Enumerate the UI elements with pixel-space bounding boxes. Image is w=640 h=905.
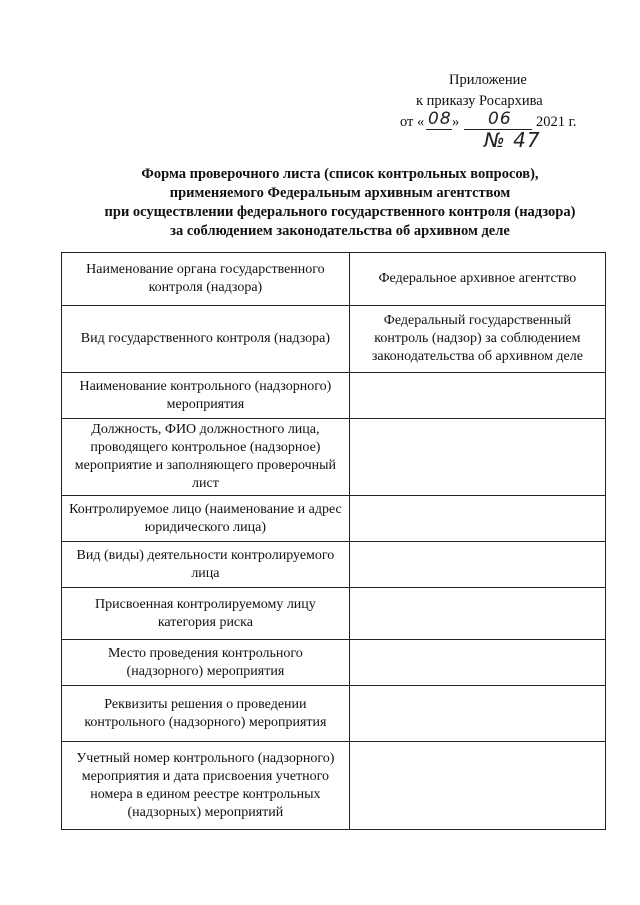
appendix-title: Приложение	[449, 72, 527, 88]
table-row	[62, 419, 606, 496]
title-line-4: за соблюдением законодательства об архивном деле	[170, 223, 510, 239]
row-label: Контролируемое лицо (наименование и адрес юридического лица)	[62, 496, 350, 542]
date-day: 08	[428, 109, 452, 129]
table-row	[62, 253, 606, 306]
table-row	[62, 742, 606, 830]
row-label: Учетный номер контрольного (надзорного) мероприятия и дата присвоения учетного номера в едином реестре контрольных (надзорных) мероприятий	[62, 742, 350, 830]
table-row	[62, 306, 606, 373]
row-label: Должность, ФИО должностного лица, проводящего контрольное (надзорное) мероприятие и заполняющего проверочный лист	[62, 419, 350, 496]
appendix-order-ref: к приказу Росархива	[416, 93, 543, 109]
date-prefix: от «	[400, 114, 425, 130]
table-row	[62, 542, 606, 588]
row-value	[349, 742, 605, 830]
row-value	[349, 640, 605, 686]
row-value: Федеральное архивное агентство	[349, 253, 605, 306]
document-title	[60, 165, 620, 241]
row-value	[349, 686, 605, 742]
table-row	[62, 686, 606, 742]
row-value	[349, 496, 605, 542]
row-label: Присвоенная контролируемому лицу категория риска	[62, 588, 350, 640]
row-label: Реквизиты решения о проведении контрольного (надзорного) мероприятия	[62, 686, 350, 742]
title-line-3: при осуществлении федерального государственного контроля (надзора)	[104, 204, 576, 220]
row-value: Федеральный государственный контроль (надзор) за соблюдением законодательства об архивном деле	[349, 306, 605, 373]
row-label: Вид государственного контроля (надзора)	[62, 306, 350, 373]
row-label: Место проведения контрольного (надзорного) мероприятия	[62, 640, 350, 686]
date-year: 2021 г.	[536, 114, 577, 130]
order-number: № 47	[484, 128, 541, 152]
table-row	[62, 640, 606, 686]
date-day-suffix: »	[452, 114, 460, 130]
title-line-2: применяемого Федеральным архивным агентством	[169, 185, 511, 201]
appendix-header	[400, 70, 590, 134]
checklist-table	[61, 252, 606, 830]
day-underline	[426, 129, 452, 130]
row-label: Вид (виды) деятельности контролируемого лица	[62, 542, 350, 588]
table-row	[62, 496, 606, 542]
row-value	[349, 588, 605, 640]
row-label: Наименование органа государственного контроля (надзора)	[62, 253, 350, 306]
row-label: Наименование контрольного (надзорного) мероприятия	[62, 373, 350, 419]
table-row	[62, 373, 606, 419]
title-line-1: Форма проверочного листа (список контрольных вопросов),	[141, 166, 539, 182]
row-value	[349, 373, 605, 419]
table-row	[62, 588, 606, 640]
row-value	[349, 419, 605, 496]
row-value	[349, 542, 605, 588]
date-month: 06	[488, 109, 512, 129]
